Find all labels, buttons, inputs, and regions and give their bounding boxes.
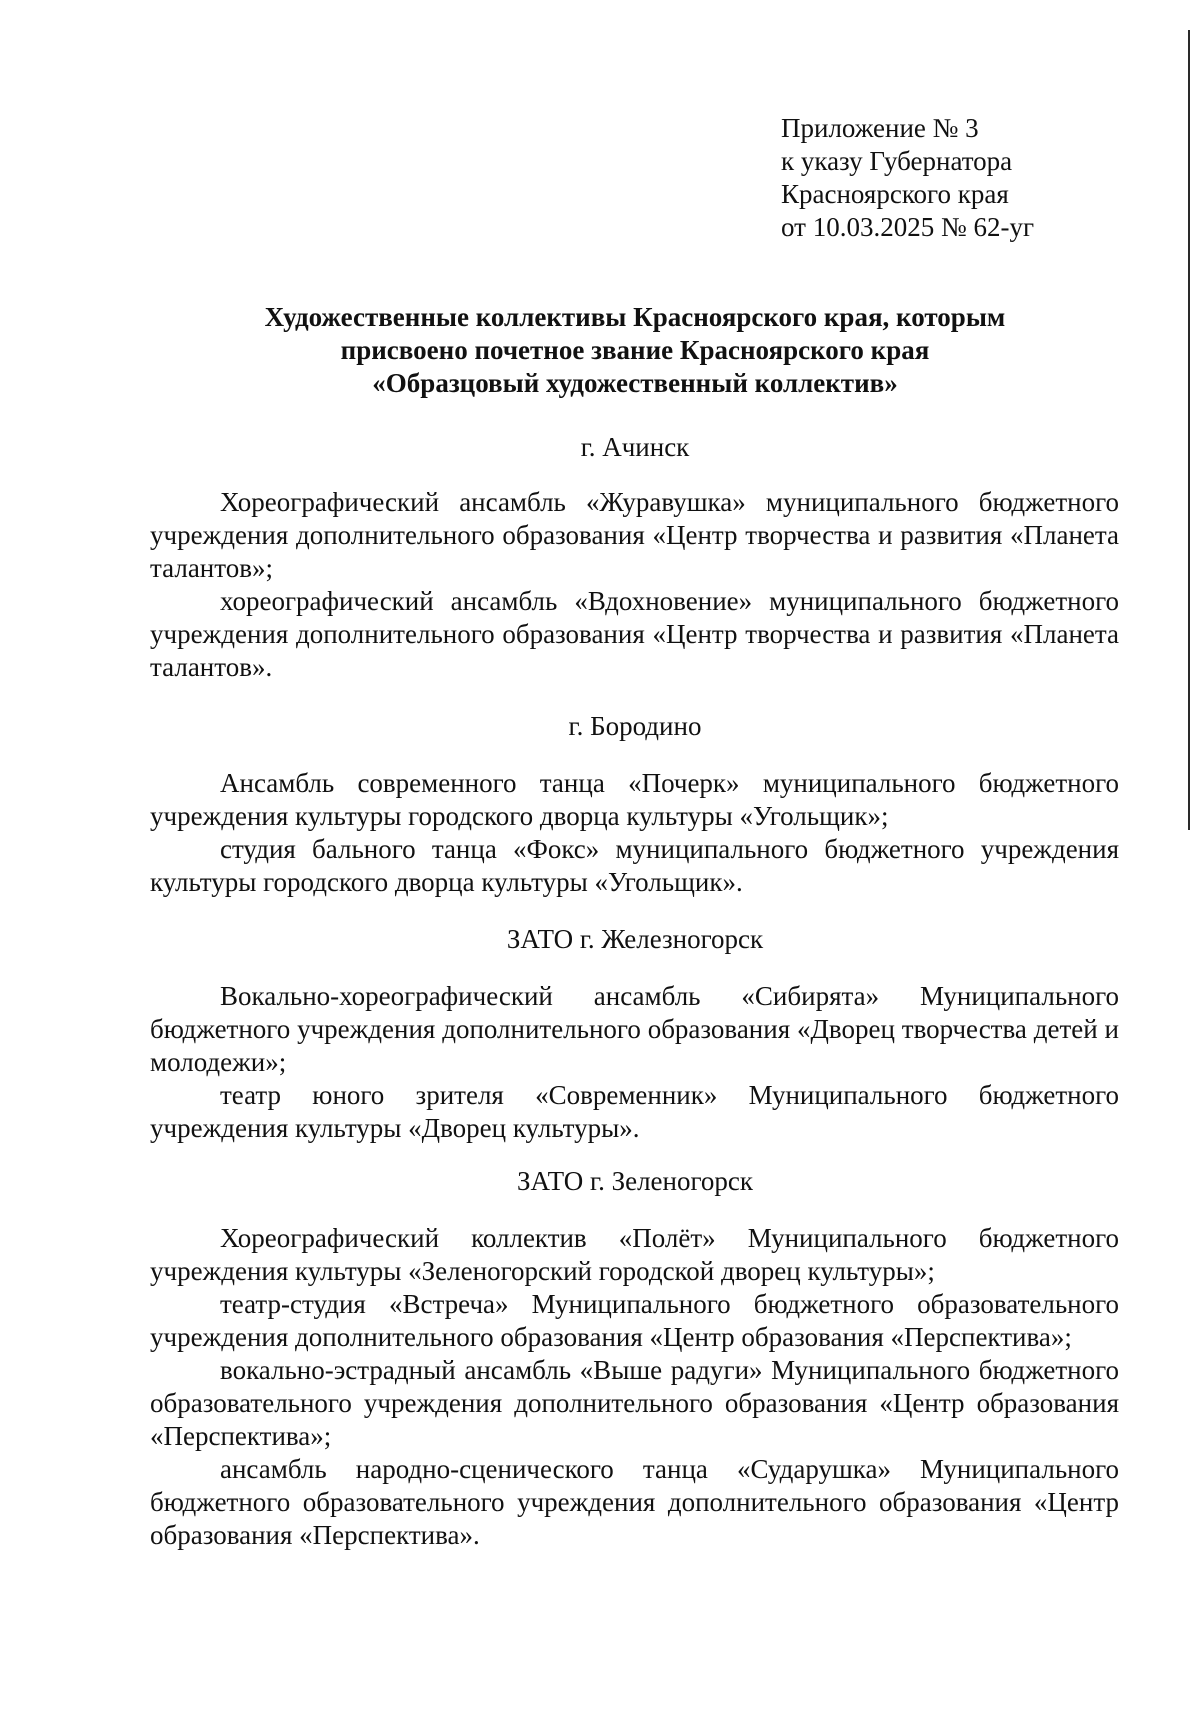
section-achinsk <box>150 486 1119 684</box>
page-edge-line <box>1188 30 1190 830</box>
document-title <box>150 301 1120 400</box>
collective-item: Хореографический коллектив «Полёт» Муниципального бюджетного учреждения культуры «Зеленогорский городской дворец культуры»; <box>150 1223 1119 1286</box>
title-line: присвоено почетное звание Красноярского края <box>340 335 930 365</box>
appendix-line: к указу Губернатора <box>781 146 1013 176</box>
city-heading-zheleznogorsk: ЗАТО г. Железногорск <box>506 924 764 954</box>
city-heading-achinsk: г. Ачинск <box>580 432 690 462</box>
title-line: Художественные коллективы Красноярского края, которым <box>264 302 1006 332</box>
appendix-line: Красноярского края <box>781 179 1009 209</box>
section-zelenogorsk <box>150 1222 1119 1552</box>
collective-item: театр-студия «Встреча» Муниципального бюджетного образовательного учреждения дополнительного образования «Центр образования «Перспектива»; <box>150 1289 1119 1352</box>
collective-item: студия бального танца «Фокс» муниципального бюджетного учреждения культуры городского дворца культуры «Угольщик». <box>150 834 1119 897</box>
section-zheleznogorsk <box>150 980 1119 1145</box>
collective-item: Вокально-хореографический ансамбль «Сибирята» Муниципального бюджетного учреждения дополнительного образования «Дворец творчества детей и молодежи»; <box>150 981 1119 1077</box>
collective-item: театр юного зрителя «Современник» Муниципального бюджетного учреждения культуры «Дворец культуры». <box>150 1080 1119 1143</box>
appendix-block <box>781 112 1034 244</box>
collective-item: Ансамбль современного танца «Почерк» муниципального бюджетного учреждения культуры городского дворца культуры «Угольщик»; <box>150 768 1119 831</box>
city-heading-borodino: г. Бородино <box>568 711 702 741</box>
title-line: «Образцовый художественный коллектив» <box>372 368 898 398</box>
collective-item: Хореографический ансамбль «Журавушка» муниципального бюджетного учреждения дополнительного образования «Центр творчества и развития «Планета талантов»; <box>150 487 1119 583</box>
appendix-line: от 10.03.2025 № 62-уг <box>781 212 1035 242</box>
collective-item: хореографический ансамбль «Вдохновение» муниципального бюджетного учреждения дополнительного образования «Центр творчества и развития «Планета талантов». <box>150 586 1119 682</box>
collective-item: вокально-эстрадный ансамбль «Выше радуги» Муниципального бюджетного образовательного учреждения дополнительного образования «Центр образования «Перспектива»; <box>150 1355 1119 1451</box>
section-borodino <box>150 767 1119 899</box>
city-heading-zelenogorsk: ЗАТО г. Зеленогорск <box>517 1166 753 1196</box>
collective-item: ансамбль народно-сценического танца «Сударушка» Муниципального бюджетного образовательного учреждения дополнительного образования «Центр образования «Перспектива». <box>150 1454 1119 1550</box>
appendix-line: Приложение № 3 <box>781 113 979 143</box>
